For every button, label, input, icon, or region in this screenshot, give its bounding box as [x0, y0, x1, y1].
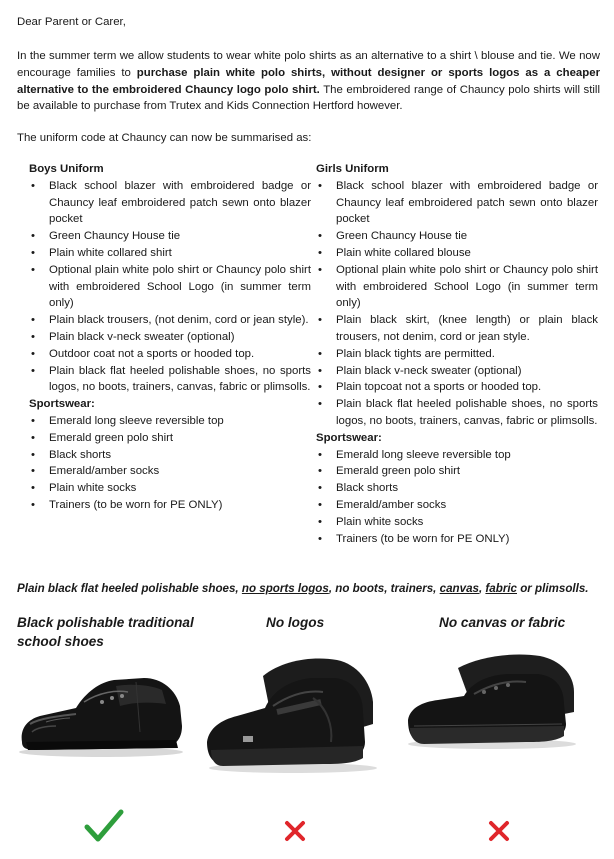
black-leather-shoe-image	[16, 662, 186, 758]
boys-uniform-heading: Boys Uniform	[29, 163, 104, 175]
summary-line: The uniform code at Chauncy can now be summarised as:	[17, 132, 312, 144]
list-item: • Black school blazer with embroidered badge or Chauncy leaf embroidered patch sewn onto blazer pocket	[316, 178, 598, 228]
note-underlined: fabric	[485, 582, 517, 595]
note-underlined: no sports logos	[241, 582, 329, 595]
list-item: • Optional plain white polo shirt or Chauncy polo shirt with embroidered School Logo (in summer term only)	[29, 262, 311, 312]
list-item: • Plain black flat heeled polishable shoes, no sports logos, no boots, trainers, canvas, fabric or plimsolls.	[316, 396, 598, 430]
black-trainer-image	[203, 646, 377, 774]
girls-uniform-column	[316, 161, 598, 547]
note-text: , no boots, trainers,	[328, 582, 440, 595]
check-icon	[84, 808, 124, 844]
cross-icon	[488, 820, 510, 842]
note-text: or plimsolls.	[517, 582, 589, 595]
list-item: • Trainers (to be worn for PE ONLY)	[29, 497, 311, 514]
list-item: • Plain black tights are permitted.	[316, 346, 598, 363]
list-item: • Plain white socks	[29, 480, 311, 497]
shoe-rule-note	[17, 581, 607, 598]
intro-text-1: In the summer term we allow students to wear white polo shirts as an alternative to a shirt \ blouse and tie. We now encourage families to	[17, 50, 600, 79]
caption-no-canvas: No canvas or fabric	[439, 615, 566, 630]
note-text: ,	[478, 582, 486, 595]
note-underlined: canvas	[439, 582, 479, 595]
boys-sportswear-heading: Sportswear:	[29, 398, 95, 411]
list-item: • Emerald long sleeve reversible top	[29, 413, 311, 430]
list-item: • Trainers (to be worn for PE ONLY)	[316, 531, 598, 548]
greeting: Dear Parent or Carer,	[17, 16, 126, 28]
girls-uniform-list	[316, 178, 598, 430]
list-item: • Plain black v-neck sweater (optional)	[316, 363, 598, 380]
boys-uniform-column	[29, 161, 311, 514]
intro-text-2: The embroidered range of Chauncy polo shirts will still be available to purchase from Trutex and Kids Connection Hertford however.	[17, 83, 600, 113]
list-item: • Emerald long sleeve reversible top	[316, 447, 598, 464]
list-item: • Optional plain white polo shirt or Chauncy polo shirt with embroidered School Logo (in summer term only)	[316, 262, 598, 312]
list-item: • Plain black trousers, (not denim, cord or jean style).	[29, 312, 311, 329]
caption-polishable-shoes: Black polishable traditional school shoes	[17, 615, 194, 649]
list-item: • Plain topcoat not a sports or hooded top.	[316, 379, 598, 396]
girls-uniform-heading: Girls Uniform	[316, 163, 389, 175]
cross-icon	[284, 820, 306, 842]
list-item: • Outdoor coat not a sports or hooded top.	[29, 346, 311, 363]
list-item: • Green Chauncy House tie	[29, 228, 311, 245]
intro-bold-text: purchase plain white polo shirts, without designer or sports logos as a cheaper alternative to the embroidered Chauncy logo polo shirt.	[17, 66, 600, 96]
black-canvas-shoe-image	[404, 646, 578, 750]
list-item: • Plain black v-neck sweater (optional)	[29, 329, 311, 346]
girls-sportswear-heading: Sportswear:	[316, 431, 382, 444]
caption-no-logos: No logos	[266, 615, 325, 630]
intro-paragraph	[17, 48, 600, 115]
list-item: • Emerald green polo shirt	[316, 463, 598, 480]
list-item: • Plain black flat heeled polishable shoes, no sports logos, no boots, trainers, canvas, fabric or plimsolls.	[29, 363, 311, 397]
girls-sportswear-list	[316, 447, 598, 548]
list-item: • Black school blazer with embroidered badge or Chauncy leaf embroidered patch sewn onto blazer pocket	[29, 178, 311, 228]
list-item: • Plain white collared shirt	[29, 245, 311, 262]
list-item: • Emerald/amber socks	[316, 497, 598, 514]
list-item: • Plain white socks	[316, 514, 598, 531]
note-text: Plain black flat heeled polishable shoes,	[17, 582, 242, 595]
list-item: • Black shorts	[316, 480, 598, 497]
list-item: • Black shorts	[29, 447, 311, 464]
list-item: • Green Chauncy House tie	[316, 228, 598, 245]
list-item: • Plain white collared blouse	[316, 245, 598, 262]
boys-uniform-list	[29, 178, 311, 396]
list-item: • Emerald/amber socks	[29, 463, 311, 480]
list-item: • Plain black skirt, (knee length) or plain black trousers, not denim, cord or jean style.	[316, 312, 598, 346]
list-item: • Emerald green polo shirt	[29, 430, 311, 447]
boys-sportswear-list	[29, 413, 311, 514]
